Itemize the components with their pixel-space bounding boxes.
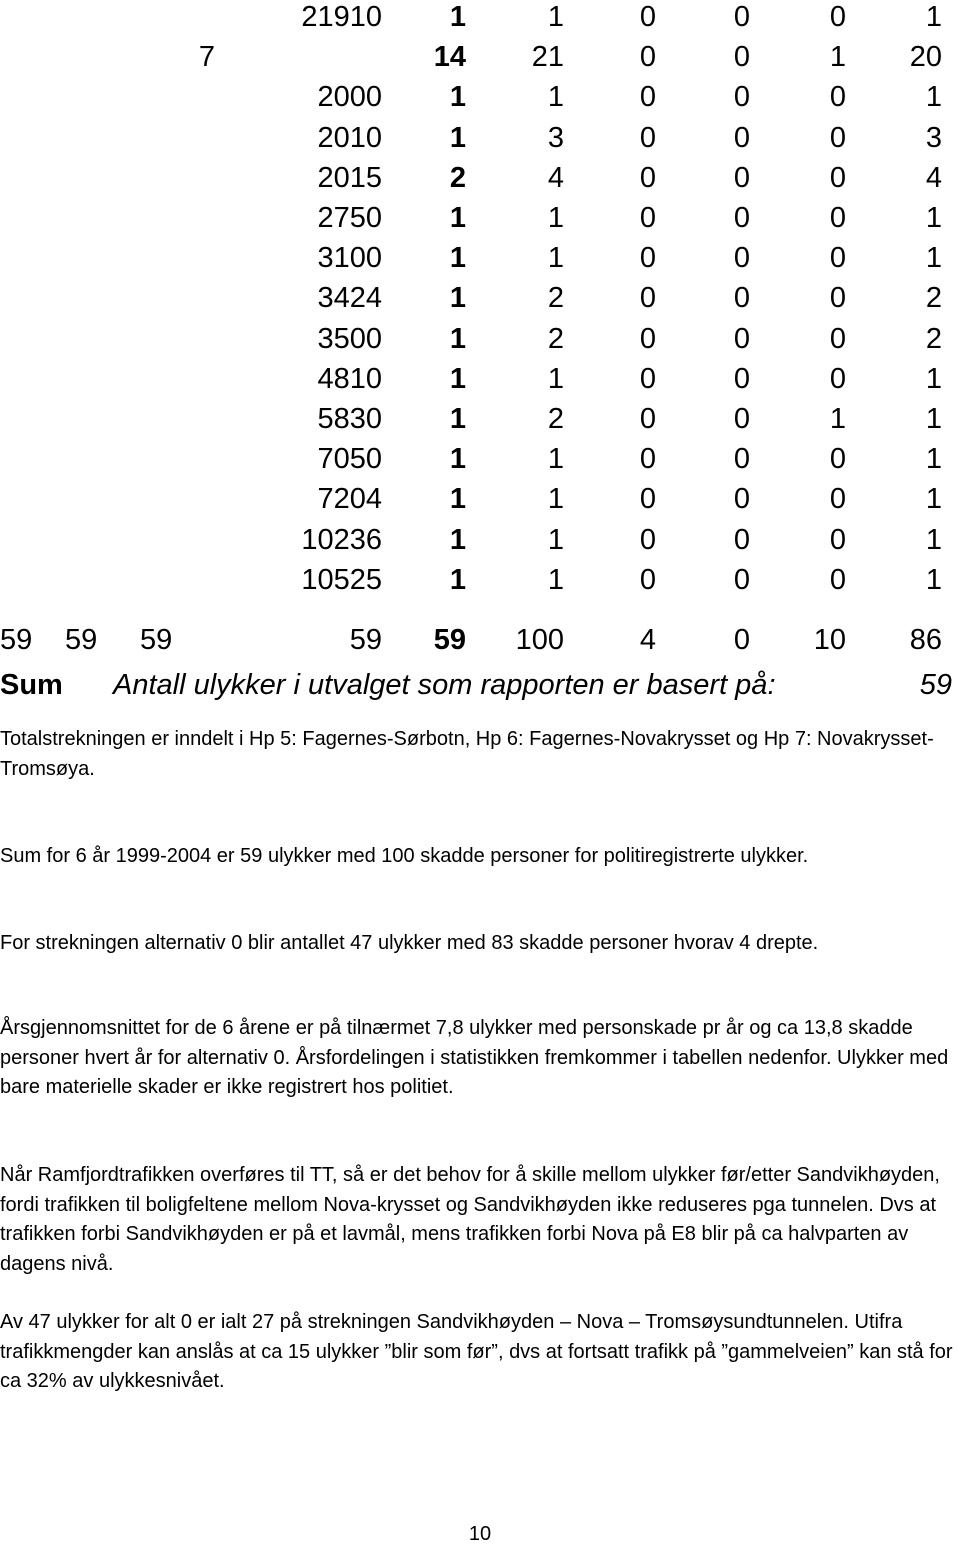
table-cell-severe: 0 [829, 483, 846, 516]
table-cell-dead: 0 [639, 322, 656, 355]
table-cell-dead: 0 [639, 1, 656, 33]
table-cell-id: 7050 [317, 443, 382, 476]
table-row [0, 161, 960, 201]
table-cell-injured: 21 [531, 41, 564, 74]
table-cell-accidents: 1 [449, 1, 466, 33]
table-cell-light: 1 [925, 443, 942, 476]
table-cell-severe: 0 [829, 443, 846, 476]
table-cell-very-severe: 0 [733, 362, 750, 395]
page-number: 10 [468, 1523, 492, 1545]
table-cell-dead: 0 [639, 202, 656, 234]
table-cell-injured: 1 [547, 202, 564, 234]
table-cell-dead: 0 [639, 121, 656, 154]
table-cell-injured: 1 [547, 483, 564, 516]
table-cell-light: 4 [925, 161, 942, 194]
table-cell-severe: 0 [829, 563, 846, 596]
table-cell-severe: 0 [829, 121, 846, 154]
table-cell-light: 20 [909, 41, 942, 74]
table-cell-very-severe: 0 [733, 41, 750, 74]
totals-cell: 100 [515, 624, 564, 656]
table-cell-accidents: 1 [449, 523, 466, 556]
totals-cell: 59 [140, 624, 173, 656]
table-cell-severe: 1 [829, 41, 846, 74]
table-cell-injured: 1 [547, 242, 564, 275]
table-cell-id: 2000 [317, 81, 382, 114]
table-cell-dead: 0 [639, 483, 656, 516]
table-cell-accidents: 1 [449, 202, 466, 234]
table-cell-severe: 0 [829, 242, 846, 275]
paragraph: For strekningen alternativ 0 blir antallet 47 ulykker med 83 skadde personer hvorav 4 drepte. [0, 932, 819, 954]
totals-accidents: 59 [433, 624, 466, 656]
table-cell-light: 2 [925, 322, 942, 355]
table-cell-id: 4810 [317, 362, 382, 395]
table-cell-injured: 2 [547, 322, 564, 355]
table-cell-very-severe: 0 [733, 443, 750, 476]
table-row [0, 402, 960, 442]
totals-cell: 0 [733, 624, 750, 656]
table-cell-accidents: 1 [449, 121, 466, 154]
table-cell-very-severe: 0 [733, 322, 750, 355]
totals-cell: 59 [65, 624, 98, 656]
totals-cell: 4 [639, 624, 656, 656]
table-cell-dead: 0 [639, 563, 656, 596]
table-cell-id: 3424 [317, 282, 382, 315]
table-cell-dead: 0 [639, 403, 656, 435]
table-row [0, 201, 960, 241]
table-cell-severe: 0 [829, 202, 846, 234]
table-cell-severe: 0 [829, 523, 846, 556]
table-cell-severe: 0 [829, 161, 846, 194]
table-row [0, 362, 960, 402]
table-cell-id: 2750 [317, 202, 382, 234]
table-row [0, 523, 960, 563]
table-row [0, 482, 960, 522]
table-cell-very-severe: 0 [733, 161, 750, 194]
paragraph: Av 47 ulykker for alt 0 er ialt 27 på strekningen Sandvikhøyden – Nova – Tromsøysundtunnelen. Utifra trafikkmengder kan anslås at ca 15 ulykker ”blir som før”, dvs at fortsatt trafikk på ”gammelveien” kan stå for ca 32% av ulykkesnivået. [0, 1311, 953, 1392]
table-row [0, 241, 960, 281]
table-cell-accidents: 1 [449, 483, 466, 516]
table-cell-very-severe: 0 [733, 1, 750, 33]
table-cell-id: 10525 [301, 563, 382, 596]
table-cell-very-severe: 0 [733, 483, 750, 516]
table-cell-severe: 1 [829, 403, 846, 435]
table-cell-id: 3500 [317, 322, 382, 355]
table-cell-light: 1 [925, 523, 942, 556]
totals-cell: 59 [349, 624, 382, 656]
table-cell-accidents: 1 [449, 443, 466, 476]
table-cell-accidents: 2 [449, 161, 466, 194]
table-cell-accidents: 1 [449, 282, 466, 315]
table-cell-accidents: 1 [449, 322, 466, 355]
table-cell-dead: 0 [639, 362, 656, 395]
paragraph: Årsgjennomsnittet for de 6 årene er på tilnærmet 7,8 ulykker med personskade pr år og ca 13,8 skadde personer hvert år for alternativ 0. Årsfordelingen i statistikken fremkommer i tabellen nedenfor. Ulykker med bare materielle skader er ikke registrert hos politiet. [0, 1017, 949, 1098]
table-cell-id: 2010 [317, 121, 382, 154]
table-cell-severe: 0 [829, 362, 846, 395]
table-cell-injured: 1 [547, 443, 564, 476]
table-row [0, 0, 960, 40]
paragraph: Sum for 6 år 1999-2004 er 59 ulykker med 100 skadde personer for politiregistrerte ulykker. [0, 845, 809, 867]
table-cell-injured: 1 [547, 523, 564, 556]
row-group-label: 7 [198, 41, 215, 74]
table-row [0, 281, 960, 321]
table-cell-light: 1 [925, 1, 942, 33]
table-cell-id: 5830 [317, 403, 382, 435]
table-row [0, 40, 960, 80]
table-cell-injured: 1 [547, 362, 564, 395]
table-cell-dead: 0 [639, 81, 656, 114]
table-cell-dead: 0 [639, 443, 656, 476]
sum-row [0, 668, 960, 708]
table-cell-accidents: 1 [449, 81, 466, 114]
table-cell-very-severe: 0 [733, 202, 750, 234]
table-cell-light: 1 [925, 403, 942, 435]
table-cell-id: 3100 [317, 242, 382, 275]
table-cell-severe: 0 [829, 81, 846, 114]
sum-value: 59 [919, 669, 952, 701]
table-cell-injured: 2 [547, 403, 564, 435]
table-cell-injured: 2 [547, 282, 564, 315]
table-cell-injured: 1 [547, 1, 564, 33]
table-row [0, 80, 960, 120]
table-cell-dead: 0 [639, 242, 656, 275]
table-cell-very-severe: 0 [733, 242, 750, 275]
table-cell-very-severe: 0 [733, 282, 750, 315]
table-cell-dead: 0 [639, 523, 656, 556]
table-cell-light: 1 [925, 81, 942, 114]
table-cell-accidents: 14 [433, 41, 466, 74]
table-row [0, 121, 960, 161]
table-cell-light: 1 [925, 242, 942, 275]
table-cell-very-severe: 0 [733, 403, 750, 435]
table-cell-severe: 0 [829, 1, 846, 33]
table-cell-accidents: 1 [449, 403, 466, 435]
table-cell-light: 1 [925, 362, 942, 395]
table-row [0, 563, 960, 603]
table-cell-id: 21910 [301, 1, 382, 33]
table-row [0, 442, 960, 482]
table-cell-id: 10236 [301, 523, 382, 556]
totals-row [0, 623, 960, 663]
table-cell-accidents: 1 [449, 362, 466, 395]
table-cell-accidents: 1 [449, 563, 466, 596]
table-cell-id: 7204 [317, 483, 382, 516]
table-cell-injured: 3 [547, 121, 564, 154]
table-cell-very-severe: 0 [733, 81, 750, 114]
totals-cell: 59 [0, 624, 33, 656]
table-row [0, 322, 960, 362]
table-cell-light: 1 [925, 202, 942, 234]
table-cell-dead: 0 [639, 41, 656, 74]
table-cell-light: 1 [925, 483, 942, 516]
table-cell-dead: 0 [639, 161, 656, 194]
table-cell-id: 2015 [317, 161, 382, 194]
sum-description: Antall ulykker i utvalget som rapporten er basert på: [113, 669, 776, 701]
table-cell-accidents: 1 [449, 242, 466, 275]
totals-cell: 86 [909, 624, 942, 656]
totals-cell: 10 [813, 624, 846, 656]
table-cell-light: 2 [925, 282, 942, 315]
table-cell-light: 3 [925, 121, 942, 154]
table-cell-injured: 1 [547, 81, 564, 114]
table-cell-injured: 4 [547, 161, 564, 194]
paragraph: Når Ramfjordtrafikken overføres til TT, så er det behov for å skille mellom ulykker før/etter Sandvikhøyden, fordi trafikken til boligfeltene mellom Nova-krysset og Sandvikhøyden ikke reduseres pga tunnelen. Dvs at trafikken forbi Sandvikhøyden er på et lavmål, mens trafikken forbi Nova på E8 blir på ca halvparten av dagens nivå. [0, 1164, 940, 1275]
table-cell-injured: 1 [547, 563, 564, 596]
table-cell-dead: 0 [639, 282, 656, 315]
table-cell-very-severe: 0 [733, 523, 750, 556]
table-cell-severe: 0 [829, 322, 846, 355]
table-cell-light: 1 [925, 563, 942, 596]
table-cell-very-severe: 0 [733, 121, 750, 154]
table-cell-very-severe: 0 [733, 563, 750, 596]
table-cell-severe: 0 [829, 282, 846, 315]
sum-label: Sum [0, 669, 63, 701]
paragraph: Totalstrekningen er inndelt i Hp 5: Fagernes-Sørbotn, Hp 6: Fagernes-Novakrysset og Hp 7: Novakrysset-Tromsøya. [0, 728, 934, 780]
